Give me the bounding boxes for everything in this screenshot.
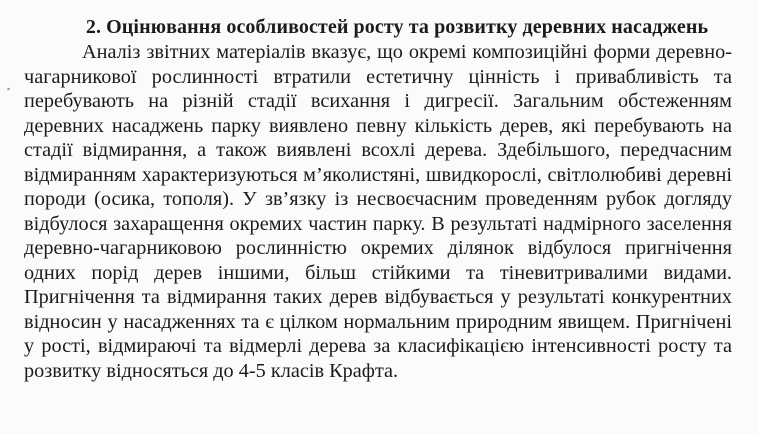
section-heading: 2. Оцінювання особливостей росту та розвитку деревних насаджень xyxy=(85,16,709,38)
body-paragraph: Аналіз звітних матеріалів вказує, що окремі композиційні форми деревно-чагарникової рослинності втратили естетичну цінність і привабливість та перебувають на різній стадії всихання і дигресії. Загальним обстеженням деревних насаджень парку виявлено певну кількість дерев, які перебувають на стадії відмирання, а також виявлені всохлі дерева. Здебільшого, передчасним відмиранням характеризуються м’яколистяні, швидкорослі, світлолюбиві деревні породи (осика, тополя). У зв’язку із несвоєчасним проведенням рубок догляду відбулося захаращення окремих частин парку. В результаті надмірного заселення деревно-чагарниковою рослинністю окремих ділянок відбулося пригнічення одних порід дерев іншими, більш стійкими та тіневитривалими видами. Пригнічення та відмирання таких дерев відбувається у результаті конкурентних відносин у насадженнях та є цілком нормальним природним явищем. Пригнічені у рості, відмираючі та відмерлі дерева за класифікацією інтенсивності росту та розвитку відносяться до 4-5 класів Крафта. xyxy=(24,41,732,382)
